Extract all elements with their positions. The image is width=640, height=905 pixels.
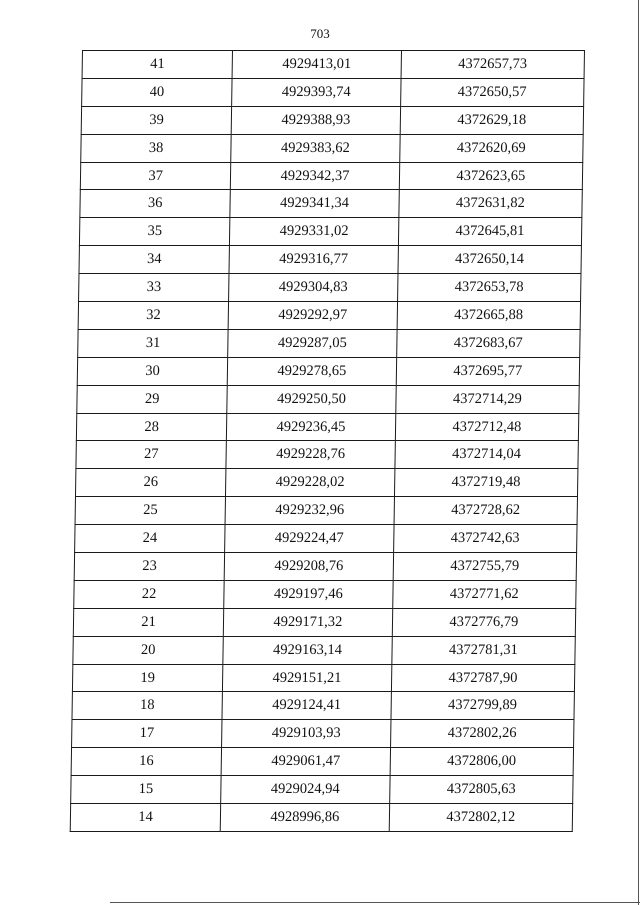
y-coordinate-cell: 4372802,12 <box>389 804 573 832</box>
point-number-cell: 41 <box>82 51 233 79</box>
y-coordinate-cell: 4372806,00 <box>390 748 574 776</box>
table-row <box>81 134 583 162</box>
y-coordinate-cell: 4372695,77 <box>396 357 580 385</box>
table-row <box>79 274 581 302</box>
x-coordinate-cell: 4929341,34 <box>230 190 399 218</box>
point-number-cell: 14 <box>70 804 221 832</box>
y-coordinate-cell: 4372755,79 <box>393 553 577 581</box>
table-row <box>74 553 576 581</box>
point-number-cell: 34 <box>79 246 230 274</box>
x-coordinate-cell: 4929304,83 <box>229 274 398 302</box>
y-coordinate-cell: 4372645,81 <box>398 218 582 246</box>
table-row <box>75 469 577 497</box>
table-row <box>73 636 575 664</box>
y-coordinate-cell: 4372714,29 <box>395 385 579 413</box>
y-coordinate-cell: 4372805,63 <box>389 776 573 804</box>
x-coordinate-cell: 4929383,62 <box>231 134 400 162</box>
point-number-cell: 31 <box>78 329 229 357</box>
point-number-cell: 32 <box>78 302 229 330</box>
y-coordinate-cell: 4372742,63 <box>393 525 577 553</box>
page-number: 703 <box>310 26 330 41</box>
y-coordinate-cell: 4372631,82 <box>399 190 583 218</box>
point-number-cell: 36 <box>80 190 231 218</box>
point-number-cell: 35 <box>79 218 230 246</box>
point-number-cell: 17 <box>72 720 223 748</box>
x-coordinate-cell: 4929250,50 <box>227 385 396 413</box>
point-number-cell: 16 <box>71 748 222 776</box>
x-coordinate-cell: 4929342,37 <box>231 162 400 190</box>
y-coordinate-cell: 4372623,65 <box>399 162 583 190</box>
x-coordinate-cell: 4928996,86 <box>220 804 389 832</box>
table-row <box>78 329 580 357</box>
point-number-cell: 29 <box>77 385 228 413</box>
table-row <box>80 190 582 218</box>
point-number-cell: 38 <box>81 134 232 162</box>
x-coordinate-cell: 4929228,02 <box>226 469 395 497</box>
y-coordinate-cell: 4372657,73 <box>401 51 585 79</box>
y-coordinate-cell: 4372650,57 <box>400 78 584 106</box>
x-coordinate-cell: 4929236,45 <box>227 413 396 441</box>
table-row <box>81 106 583 134</box>
x-coordinate-cell: 4929224,47 <box>225 525 394 553</box>
y-coordinate-cell: 4372728,62 <box>394 497 578 525</box>
x-coordinate-cell: 4929103,93 <box>222 720 391 748</box>
page-edge-bottom <box>110 902 640 903</box>
y-coordinate-cell: 4372787,90 <box>391 664 575 692</box>
point-number-cell: 25 <box>75 497 226 525</box>
table-row <box>72 692 574 720</box>
table-row <box>75 497 577 525</box>
point-number-cell: 15 <box>71 776 222 804</box>
table-row <box>77 385 579 413</box>
x-coordinate-cell: 4929061,47 <box>221 748 390 776</box>
table-row <box>72 664 574 692</box>
point-number-cell: 24 <box>75 525 226 553</box>
x-coordinate-cell: 4929292,97 <box>228 302 397 330</box>
x-coordinate-cell: 4929024,94 <box>221 776 390 804</box>
y-coordinate-cell: 4372781,31 <box>391 636 575 664</box>
point-number-cell: 22 <box>74 580 225 608</box>
table-row <box>71 776 573 804</box>
point-number-cell: 40 <box>82 78 233 106</box>
coordinates-table <box>70 50 585 832</box>
point-number-cell: 39 <box>81 106 232 134</box>
point-number-cell: 20 <box>73 636 224 664</box>
y-coordinate-cell: 4372712,48 <box>395 413 579 441</box>
point-number-cell: 28 <box>76 413 227 441</box>
point-number-cell: 37 <box>80 162 231 190</box>
table-row <box>70 804 572 832</box>
table-row <box>79 218 581 246</box>
x-coordinate-cell: 4929287,05 <box>228 329 397 357</box>
x-coordinate-cell: 4929151,21 <box>223 664 392 692</box>
table-row <box>74 580 576 608</box>
table-row <box>73 608 575 636</box>
table-row <box>72 720 574 748</box>
y-coordinate-cell: 4372620,69 <box>399 134 583 162</box>
x-coordinate-cell: 4929278,65 <box>227 357 396 385</box>
table-row <box>71 748 573 776</box>
y-coordinate-cell: 4372683,67 <box>396 329 580 357</box>
point-number-cell: 19 <box>72 664 223 692</box>
table-row <box>80 162 582 190</box>
y-coordinate-cell: 4372776,79 <box>392 608 576 636</box>
y-coordinate-cell: 4372629,18 <box>400 106 584 134</box>
point-number-cell: 30 <box>77 357 228 385</box>
y-coordinate-cell: 4372771,62 <box>392 580 576 608</box>
y-coordinate-cell: 4372719,48 <box>394 469 578 497</box>
x-coordinate-cell: 4929393,74 <box>232 78 401 106</box>
x-coordinate-cell: 4929197,46 <box>224 580 393 608</box>
y-coordinate-cell: 4372714,04 <box>395 441 579 469</box>
table-row <box>82 51 584 79</box>
x-coordinate-cell: 4929124,41 <box>222 692 391 720</box>
x-coordinate-cell: 4929171,32 <box>224 608 393 636</box>
x-coordinate-cell: 4929388,93 <box>231 106 400 134</box>
y-coordinate-cell: 4372653,78 <box>397 274 581 302</box>
table-row <box>75 525 577 553</box>
y-coordinate-cell: 4372665,88 <box>397 302 581 330</box>
table-row <box>78 302 580 330</box>
y-coordinate-cell: 4372802,26 <box>390 720 574 748</box>
x-coordinate-cell: 4929316,77 <box>229 246 398 274</box>
table-row <box>77 357 579 385</box>
table-row <box>76 413 578 441</box>
x-coordinate-cell: 4929208,76 <box>224 553 393 581</box>
table-row <box>79 246 581 274</box>
table-row <box>76 441 578 469</box>
point-number-cell: 21 <box>73 608 224 636</box>
y-coordinate-cell: 4372799,89 <box>391 692 575 720</box>
point-number-cell: 26 <box>75 469 226 497</box>
point-number-cell: 33 <box>79 274 230 302</box>
x-coordinate-cell: 4929163,14 <box>223 636 392 664</box>
page-edge-right <box>638 0 639 905</box>
x-coordinate-cell: 4929228,76 <box>226 441 395 469</box>
x-coordinate-cell: 4929413,01 <box>232 51 401 79</box>
x-coordinate-cell: 4929232,96 <box>225 497 394 525</box>
y-coordinate-cell: 4372650,14 <box>398 246 582 274</box>
point-number-cell: 27 <box>76 441 227 469</box>
coordinates-table-body <box>70 51 584 832</box>
point-number-cell: 23 <box>74 553 225 581</box>
table-row <box>82 78 584 106</box>
point-number-cell: 18 <box>72 692 223 720</box>
x-coordinate-cell: 4929331,02 <box>230 218 399 246</box>
